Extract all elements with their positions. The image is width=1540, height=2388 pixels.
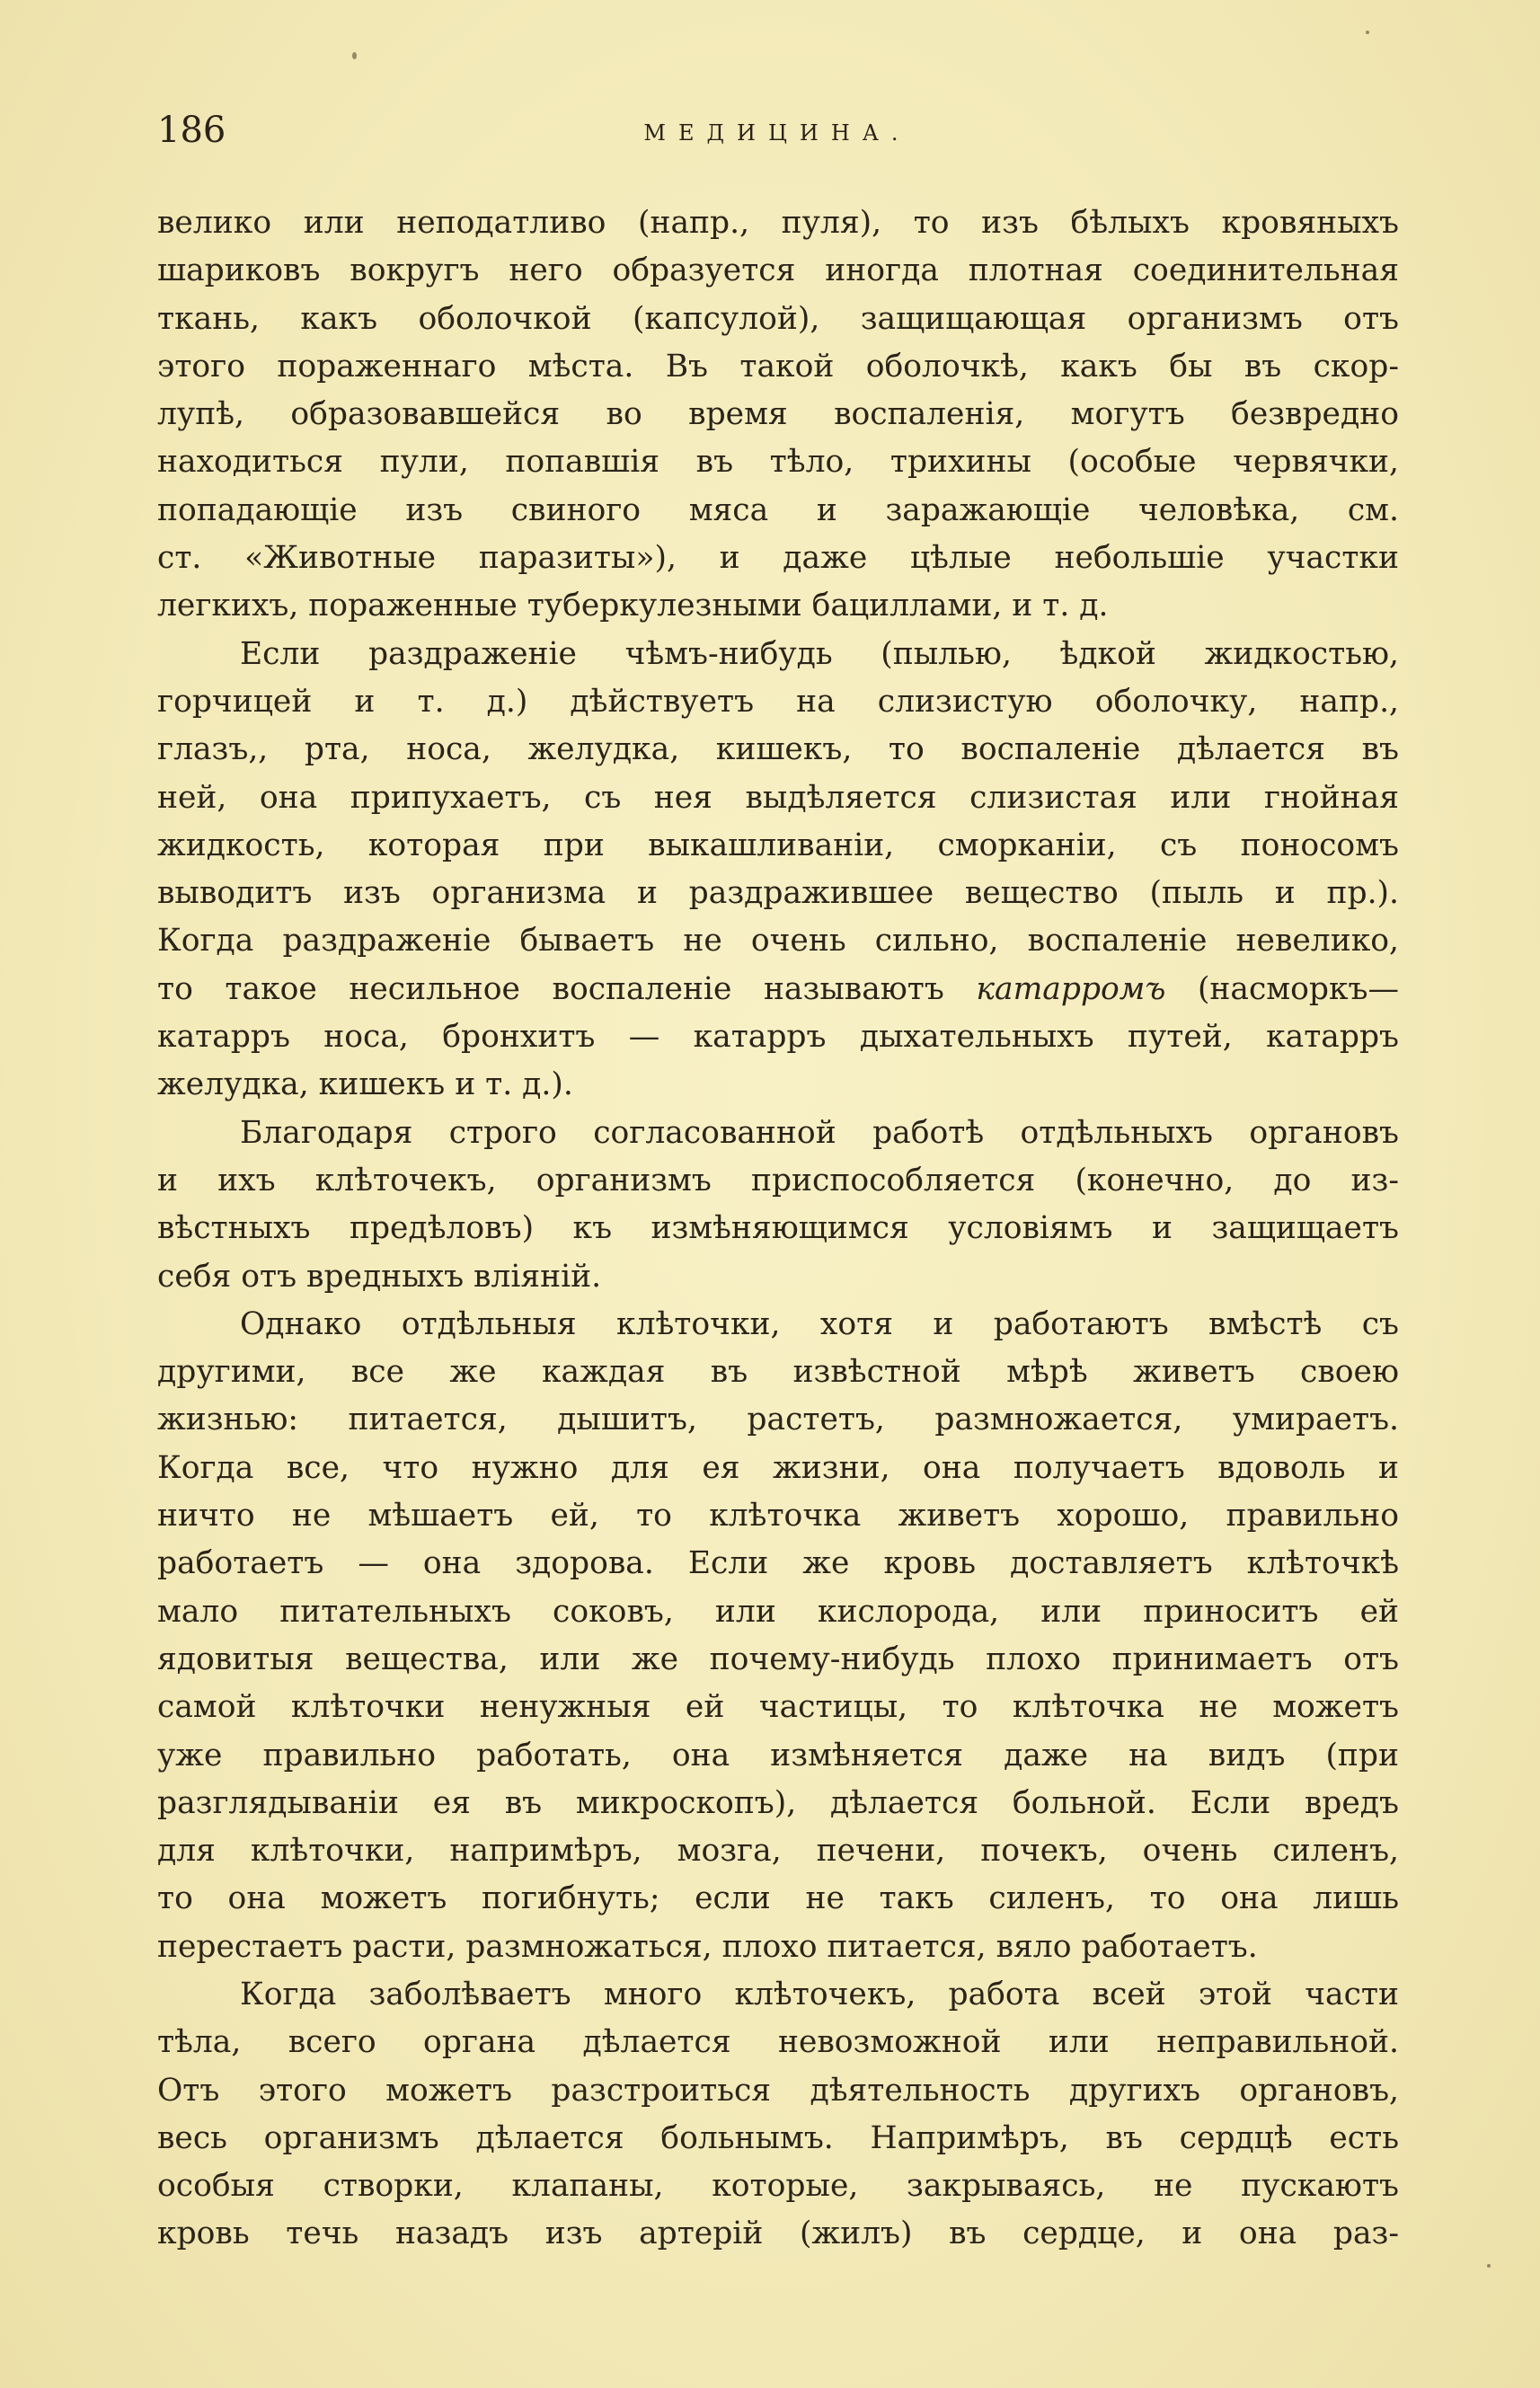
- text-line: работаетъ — она здорова. Если же кровь доставляетъ клѣточкѣ: [157, 1545, 1399, 1582]
- text-line: находиться пули, попавшія въ тѣло, трихины (особые червячки,: [157, 444, 1399, 481]
- text-line: желудка, кишекъ и т. д.).: [157, 1066, 573, 1103]
- paper-speck: [352, 52, 357, 59]
- text-line: другими, все же каждая въ извѣстной мѣрѣ живетъ своею: [157, 1354, 1399, 1391]
- text-line: мало питательныхъ соковъ, или кислорода, или приноситъ ей: [157, 1593, 1399, 1630]
- body-text: [157, 199, 1399, 2259]
- text-line: кровь течь назадъ изъ артерій (жилъ) въ сердце, и она раз-: [157, 2216, 1399, 2252]
- text-line: попадающіе изъ свиного мяса и заражающіе человѣка, см.: [157, 491, 1399, 528]
- text-line: себя отъ вредныхъ вліяній.: [157, 1258, 602, 1295]
- text-line: ткань, какъ оболочкой (капсулой), защищающая организмъ отъ: [157, 300, 1399, 337]
- text-line: то такое несильное воспаленіе называютъ катарромъ (насморкъ—: [157, 970, 1399, 1007]
- paragraph-start-line: Благодаря строго согласованной работѣ отдѣльныхъ органовъ: [240, 1114, 1399, 1151]
- text-line: разглядываніи ея въ микроскопъ), дѣлается больной. Если вредъ: [157, 1784, 1399, 1821]
- text-line: ядовитыя вещества, или же почему-нибудь плохо принимаетъ отъ: [157, 1641, 1399, 1677]
- text-line: весь организмъ дѣлается больнымъ. Напримѣръ, въ сердцѣ есть: [157, 2119, 1399, 2156]
- text-line: перестаетъ расти, размножаться, плохо питается, вяло работаетъ.: [157, 1928, 1258, 1965]
- text-line: этого пораженнаго мѣста. Въ такой оболочкѣ, какъ бы въ скор-: [157, 348, 1399, 385]
- text-line: катарръ носа, бронхитъ — катарръ дыхательныхъ путей, катарръ: [157, 1019, 1399, 1056]
- paper-speck: [1487, 2264, 1491, 2268]
- text-line: ней, она припухаетъ, съ нея выдѣляется слизистая или гнойная: [157, 779, 1399, 816]
- paragraph-start-line: Однако отдѣльныя клѣточки, хотя и работаютъ вмѣстѣ съ: [240, 1305, 1399, 1342]
- text-line: и ихъ клѣточекъ, организмъ приспособляется (конечно, до из-: [157, 1162, 1399, 1198]
- paragraph-start-line: Если раздраженіе чѣмъ-нибудь (пылью, ѣдкой жидкостью,: [240, 635, 1399, 672]
- text-line: то она можетъ погибнуть; если не такъ силенъ, то она лишь: [157, 1880, 1399, 1917]
- text-line: ничто не мѣшаетъ ей, то клѣточка живетъ хорошо, правильно: [157, 1498, 1399, 1535]
- text-line: велико или неподатливо (напр., пуля), то изъ бѣлыхъ кровяныхъ: [157, 205, 1399, 241]
- text-line: особыя створки, клапаны, которые, закрываясь, не пускаютъ: [157, 2168, 1399, 2205]
- text-line: вѣстныхъ предѣловъ) къ измѣняющимся условіямъ и защищаетъ: [157, 1210, 1399, 1247]
- running-head: МЕДИЦИНА.: [643, 120, 911, 146]
- text-line: шариковъ вокругъ него образуется иногда плотная соединительная: [157, 252, 1399, 289]
- text-line: Когда раздраженіе бываетъ не очень сильно, воспаленіе невелико,: [157, 923, 1399, 960]
- text-line: выводитъ изъ организма и раздражившее вещество (пыль и пр.).: [157, 875, 1399, 912]
- text-line: легкихъ, пораженные туберкулезными бациллами, и т. д.: [157, 588, 1109, 624]
- text-line: для клѣточки, напримѣръ, мозга, печени, почекъ, очень силенъ,: [157, 1833, 1399, 1870]
- text-line: тѣла, всего органа дѣлается невозможной или неправильной.: [157, 2024, 1399, 2061]
- italic-term: катарромъ: [976, 970, 1166, 1007]
- text-line: жизнью: питается, дышитъ, растетъ, размножается, умираетъ.: [157, 1402, 1399, 1438]
- text-line: лупѣ, образовавшейся во время воспаленія, могутъ безвредно: [157, 396, 1399, 433]
- text-line: ст. «Животные паразиты»), и даже цѣлые небольшіе участки: [157, 540, 1399, 577]
- page-number: 186: [157, 110, 226, 151]
- text-line: уже правильно работать, она измѣняется даже на видъ (при: [157, 1737, 1399, 1773]
- text-line: глазъ,, рта, носа, желудка, кишекъ, то воспаленіе дѣлается въ: [157, 731, 1399, 768]
- text-line: горчицей и т. д.) дѣйствуетъ на слизистую оболочку, напр.,: [157, 683, 1399, 720]
- page-header: [157, 110, 1397, 155]
- text-line: жидкость, которая при выкашливаніи, сморканіи, съ поносомъ: [157, 827, 1399, 863]
- text-line: самой клѣточки ненужныя ей частицы, то клѣточка не можетъ: [157, 1689, 1399, 1726]
- text-line: Когда все, что нужно для ея жизни, она получаетъ вдоволь и: [157, 1449, 1399, 1486]
- text-line: Отъ этого можетъ разстроиться дѣятельность другихъ органовъ,: [157, 2072, 1399, 2109]
- paragraph-start-line: Когда заболѣваетъ много клѣточекъ, работа всей этой части: [240, 1976, 1399, 2012]
- paper-speck: [1366, 31, 1369, 34]
